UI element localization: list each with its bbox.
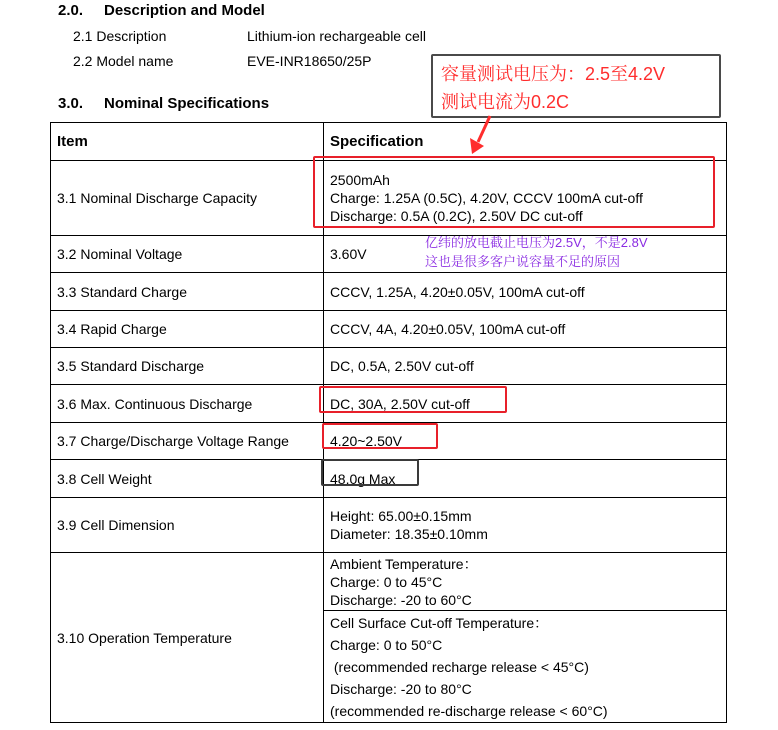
purple-line-2: 这也是很多客户说容量不足的原因 [425, 254, 621, 269]
arrow-pointer-icon [464, 112, 504, 156]
table-row [51, 311, 727, 348]
row-item: 3.9 Cell Dimension [51, 498, 324, 553]
spec-line: Discharge: 0.5A (0.2C), 2.50V DC cut-off [330, 208, 583, 224]
section-3-number: 3.0. [58, 95, 84, 112]
spec-line: Diameter: 18.35±0.10mm [330, 526, 488, 542]
row-item: 3.6 Max. Continuous Discharge [51, 385, 324, 423]
table-row [51, 273, 727, 311]
model-name-key: 2.2 Model name [73, 53, 174, 69]
highlight-max-discharge [319, 386, 507, 413]
row-item: 3.1 Nominal Discharge Capacity [51, 161, 324, 236]
table-header-row [51, 123, 727, 161]
annotation-callout [431, 54, 721, 118]
row-spec: 3.60V [324, 236, 727, 273]
annotation-line-1: 容量测试电压为：2.5至4.2V [441, 64, 666, 84]
description-value: Lithium-ion rechargeable cell [247, 28, 426, 44]
row-spec: 48.0g Max [324, 460, 727, 498]
row-item: 3.2 Nominal Voltage [51, 236, 324, 273]
row-spec-surface [324, 611, 727, 723]
annotation-line-2: 测试电流为0.2C [441, 92, 570, 112]
table-row [51, 498, 727, 553]
row-item: 3.3 Standard Charge [51, 273, 324, 311]
spec-line: 2500mAh [330, 172, 390, 188]
row-item: 3.10 Operation Temperature [51, 553, 324, 723]
section-2-title: Description and Model [104, 2, 265, 19]
spec-line: Ambient Temperature： [330, 555, 478, 572]
row-spec [324, 498, 727, 553]
row-item: 3.4 Rapid Charge [51, 311, 324, 348]
row-spec: DC, 30A, 2.50V cut-off [324, 385, 727, 423]
section-2-number: 2.0. [58, 2, 84, 19]
model-name-value: EVE-INR18650/25P [247, 53, 372, 69]
highlight-capacity [313, 156, 715, 228]
spec-line: Charge: 0 to 50°C [330, 636, 443, 653]
row-item: 3.8 Cell Weight [51, 460, 324, 498]
purple-annotation [425, 233, 648, 271]
row-item: 3.5 Standard Discharge [51, 348, 324, 385]
section-3-title: Nominal Specifications [104, 95, 270, 112]
row-spec: DC, 0.5A, 2.50V cut-off [324, 348, 727, 385]
spec-line: Discharge: -20 to 80°C [330, 680, 472, 697]
header-specification: Specification [324, 123, 727, 161]
row-spec: 4.20~2.50V [324, 423, 727, 460]
header-item: Item [51, 123, 324, 161]
spec-line: Charge: 1.25A (0.5C), 4.20V, CCCV 100mA cut-off [330, 190, 643, 206]
spec-line: (recommended recharge release < 45°C) [330, 658, 589, 675]
row-item: 3.7 Charge/Discharge Voltage Range [51, 423, 324, 460]
spec-line: Discharge: -20 to 60°C [330, 591, 472, 608]
table-row [51, 553, 727, 611]
purple-line-1: 亿纬的放电截止电压为2.5V，不是2.8V [425, 235, 648, 250]
description-key: 2.1 Description [73, 28, 167, 44]
row-spec: CCCV, 4A, 4.20±0.05V, 100mA cut-off [324, 311, 727, 348]
spec-line: Cell Surface Cut-off Temperature： [330, 614, 549, 631]
spec-line: Height: 65.00±0.15mm [330, 508, 472, 524]
highlight-voltage-range [322, 423, 438, 449]
spec-line: Charge: 0 to 45°C [330, 573, 443, 590]
row-spec-ambient [324, 553, 727, 611]
table-row [51, 348, 727, 385]
row-spec: CCCV, 1.25A, 4.20±0.05V, 100mA cut-off [324, 273, 727, 311]
highlight-cell-weight [321, 459, 419, 486]
spec-line: (recommended re-discharge release < 60°C) [330, 702, 608, 719]
